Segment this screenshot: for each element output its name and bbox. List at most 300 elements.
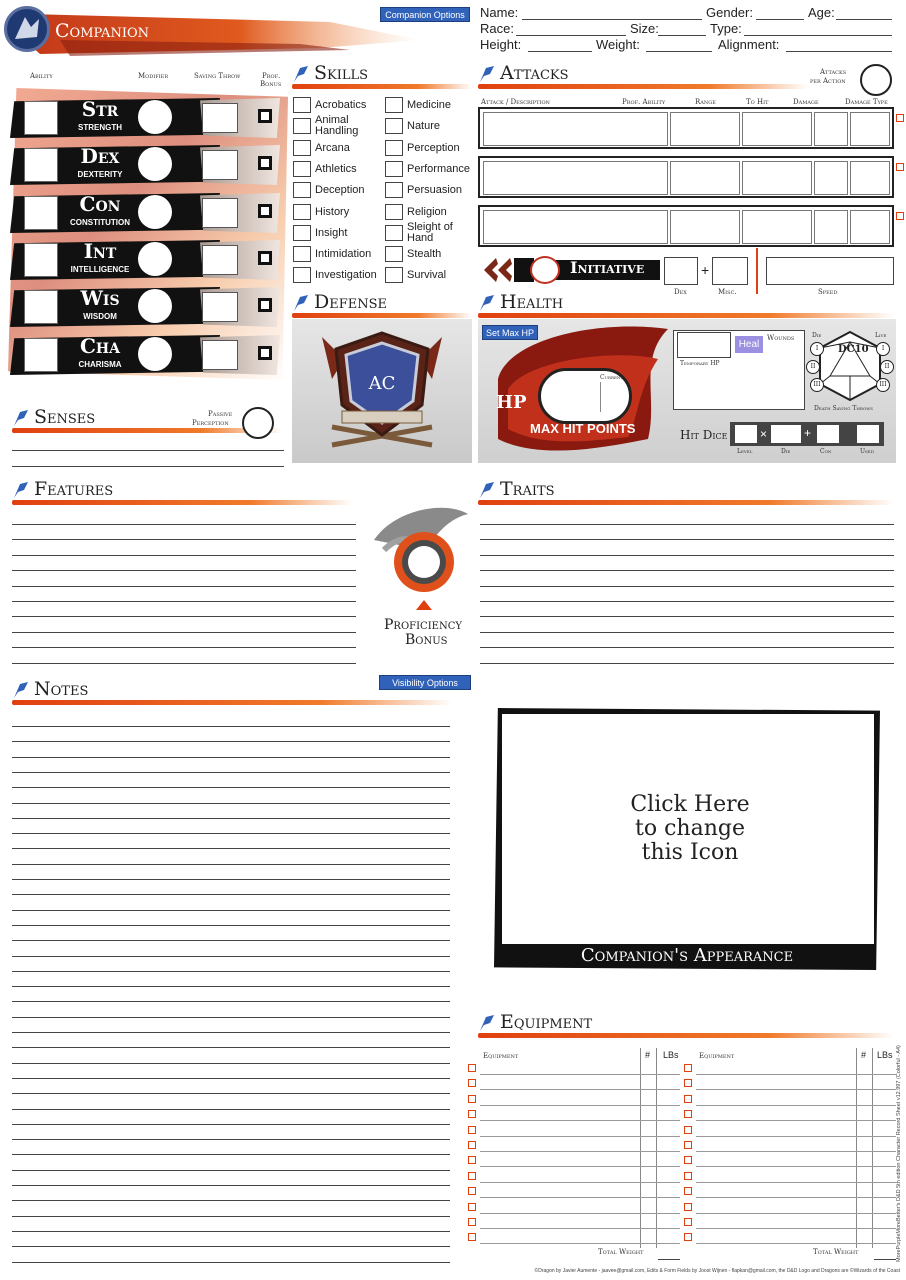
eq-total-right-field[interactable] <box>874 1259 896 1260</box>
death-success-1[interactable]: I <box>876 342 890 356</box>
notes-line[interactable] <box>12 1216 450 1217</box>
attacks-per-action-2: per Action <box>810 77 846 85</box>
equipment-left-checkbox-5[interactable] <box>468 1126 476 1134</box>
traits-lines <box>480 510 894 670</box>
eq-total-left-field[interactable] <box>658 1259 680 1260</box>
traits-line[interactable] <box>480 570 894 571</box>
appearance-click-3: this Icon <box>641 840 739 865</box>
skill-right-label-1: Medicine <box>407 99 452 111</box>
cha-modifier[interactable] <box>138 337 172 371</box>
max-hp-label: MAX HIT POINTS <box>530 421 636 436</box>
equipment-right-row-4[interactable] <box>696 1120 896 1121</box>
skill-right-label-4: Performance <box>407 162 470 175</box>
attack-2-checkbox[interactable] <box>896 163 904 171</box>
death-saves-label: Death Saving Throws <box>814 405 873 412</box>
equipment-right-checkbox-11[interactable] <box>684 1218 692 1226</box>
equipment-right-checkbox-3[interactable] <box>684 1095 692 1103</box>
equipment-header <box>478 1009 894 1037</box>
equipment-left-row-9[interactable] <box>480 1197 680 1198</box>
skill-left-label-4: Athletics <box>315 162 357 175</box>
str-prof-checkbox[interactable] <box>258 109 272 123</box>
equipment-left-row-6[interactable] <box>480 1151 680 1152</box>
weight-field[interactable] <box>646 51 712 52</box>
attack-row-2 <box>478 156 894 198</box>
notes-line[interactable] <box>12 818 450 819</box>
size-field[interactable] <box>658 35 706 36</box>
age-field[interactable] <box>836 19 892 20</box>
hd-level[interactable] <box>734 424 758 444</box>
senses-line-1[interactable] <box>12 450 284 451</box>
alignment-field[interactable] <box>786 51 892 52</box>
attack-damage[interactable] <box>850 210 890 244</box>
features-line[interactable] <box>12 616 356 617</box>
wis-prof-checkbox[interactable] <box>258 298 272 312</box>
skill-right-label-3: Perception <box>407 141 460 154</box>
equipment-left-checkbox-12[interactable] <box>468 1233 476 1241</box>
equipment-right-checkbox-10[interactable] <box>684 1203 692 1211</box>
death-fail-3[interactable]: III <box>810 378 824 392</box>
hd-die[interactable] <box>770 424 802 444</box>
skill-right-label-6: Religion <box>407 205 447 218</box>
int-score[interactable] <box>24 243 58 277</box>
race-label: Race: <box>480 21 514 36</box>
race-field[interactable] <box>516 35 626 36</box>
height-field[interactable] <box>528 51 592 52</box>
equipment-right-checkbox-4[interactable] <box>684 1110 692 1118</box>
notes-line[interactable] <box>12 910 450 911</box>
notes-line[interactable] <box>12 772 450 773</box>
skill-left-checkbox-7[interactable] <box>293 225 311 241</box>
attack-ability[interactable] <box>670 112 740 146</box>
wounds-label: Wounds <box>767 334 795 342</box>
appearance-click-1: Click Here <box>630 792 750 817</box>
notes-line[interactable] <box>12 1093 450 1094</box>
skill-left-checkbox-8[interactable] <box>293 246 311 262</box>
ac-label: AC <box>368 373 396 394</box>
features-line[interactable] <box>12 647 356 648</box>
death-success-2[interactable]: II <box>880 360 894 374</box>
traits-line[interactable] <box>480 663 894 664</box>
traits-line[interactable] <box>480 555 894 556</box>
atk-col-tohit: To Hit <box>746 98 769 106</box>
wounds-field[interactable] <box>737 356 801 406</box>
int-modifier[interactable] <box>138 242 172 276</box>
skill-left-label-1: Acrobatics <box>315 99 367 111</box>
notes-line[interactable] <box>12 864 450 865</box>
equipment-right-checkbox-1[interactable] <box>684 1064 692 1072</box>
notes-line[interactable] <box>12 1001 450 1002</box>
equipment-right-checkbox-6[interactable] <box>684 1141 692 1149</box>
equipment-left-list <box>466 1062 680 1248</box>
speed-label: Speed <box>818 288 838 296</box>
defense-panel <box>292 319 472 463</box>
attack-3-checkbox[interactable] <box>896 212 904 220</box>
notes-line[interactable] <box>12 986 450 987</box>
col-bonus: Bonus <box>260 80 282 88</box>
traits-line[interactable] <box>480 524 894 525</box>
type-label: Type: <box>710 21 742 36</box>
notes-line[interactable] <box>12 894 450 895</box>
ability-cha <box>10 333 280 377</box>
traits-line[interactable] <box>480 647 894 648</box>
initiative-banner <box>478 256 660 284</box>
skill-right-checkbox-6[interactable] <box>385 204 403 220</box>
traits-line[interactable] <box>480 601 894 602</box>
name-field[interactable] <box>522 19 702 20</box>
notes-line[interactable] <box>12 787 450 788</box>
dragon-logo <box>4 6 50 52</box>
passive-label-2: Perception <box>192 419 229 427</box>
ability-str <box>10 96 280 140</box>
skill-left-checkbox-2[interactable] <box>293 118 311 134</box>
str-save[interactable] <box>202 103 238 133</box>
proficiency-field[interactable] <box>410 548 438 576</box>
hd-used[interactable] <box>856 424 880 444</box>
notes-line[interactable] <box>12 1047 450 1048</box>
attack-range[interactable] <box>742 210 812 244</box>
skills-header <box>292 60 472 88</box>
current-label: Current <box>600 374 624 381</box>
equipment-right-row-1[interactable] <box>696 1074 896 1075</box>
equipment-right-checkbox-8[interactable] <box>684 1172 692 1180</box>
cha-save[interactable] <box>202 340 238 370</box>
health-title: Health <box>500 291 564 313</box>
feather-icon <box>12 408 30 428</box>
age-label: Age: <box>808 5 835 20</box>
equipment-left-row-11[interactable] <box>480 1228 680 1229</box>
traits-line[interactable] <box>480 616 894 617</box>
eq-col-equipment-right: Equipment <box>699 1052 735 1060</box>
attack-ability[interactable] <box>670 210 740 244</box>
notes-line[interactable] <box>12 879 450 880</box>
attack-damage[interactable] <box>850 112 890 146</box>
str-score[interactable] <box>24 101 58 135</box>
attack-row-3 <box>478 205 894 247</box>
skill-right-label-7: Sleight of Hand <box>407 220 453 244</box>
skill-right-checkbox-1[interactable] <box>385 97 403 113</box>
skill-left-checkbox-4[interactable] <box>293 161 311 177</box>
equipment-right-row-9[interactable] <box>696 1197 896 1198</box>
equipment-left-row-5[interactable] <box>480 1136 680 1137</box>
eq-col-equipment-left: Equipment <box>483 1052 519 1060</box>
heal-button[interactable]: Heal <box>735 336 763 353</box>
proficiency-emblem <box>364 500 474 620</box>
notes-line[interactable] <box>12 956 450 957</box>
death-fail-1[interactable]: I <box>810 342 824 356</box>
death-saves-panel <box>806 328 894 404</box>
notes-line[interactable] <box>12 833 450 834</box>
col-saving: Saving Throw <box>194 72 241 80</box>
equipment-right-checkbox-12[interactable] <box>684 1233 692 1241</box>
hd-die-label: Die <box>781 448 791 455</box>
gender-field[interactable] <box>756 19 804 20</box>
attack-desc[interactable] <box>483 161 668 195</box>
notes-line[interactable] <box>12 1170 450 1171</box>
ac-field[interactable] <box>362 395 402 411</box>
notes-line[interactable] <box>12 1231 450 1232</box>
initiative-misc[interactable] <box>712 257 748 285</box>
traits-line[interactable] <box>480 632 894 633</box>
hd-con[interactable] <box>816 424 840 444</box>
cha-score[interactable] <box>24 338 58 372</box>
equipment-right-row-5[interactable] <box>696 1136 896 1137</box>
equipment-left-checkbox-11[interactable] <box>468 1218 476 1226</box>
ability-con <box>10 191 280 235</box>
skill-left-checkbox-3[interactable] <box>293 140 311 156</box>
hd-used-label: Used <box>860 448 874 455</box>
skill-right-label-5: Persuasion <box>407 184 463 197</box>
alignment-label: Alignment: <box>718 37 780 52</box>
equipment-left-checkbox-1[interactable] <box>468 1064 476 1072</box>
str-modifier[interactable] <box>138 100 172 134</box>
ability-dex <box>10 143 280 187</box>
equipment-right-checkbox-2[interactable] <box>684 1079 692 1087</box>
notes-line[interactable] <box>12 1017 450 1018</box>
feather-icon <box>292 293 310 313</box>
side-credit: MorePurpleMoreBetter's D&D 5th edition Character Record Sheet v12.997 (Colorful - A4) <box>896 1045 902 1262</box>
attack-1-checkbox[interactable] <box>896 114 904 122</box>
equipment-right-row-12[interactable] <box>696 1243 896 1244</box>
companion-options-button[interactable]: Companion Options <box>380 7 470 22</box>
skill-right-label-8: Stealth <box>407 248 442 261</box>
notes-line[interactable] <box>12 1246 450 1247</box>
features-line[interactable] <box>12 663 356 664</box>
skill-right-label-9: Survival <box>407 269 447 282</box>
notes-line[interactable] <box>12 1139 450 1140</box>
features-line[interactable] <box>12 539 356 540</box>
footer-credit: ©Dragon by Javier Aumente - jaavee@gmail.com, Edits & Form Fields by Joost Wijnen - flapkan@gmail.com, the D&D Logo and Dragons are ©Wizards of the Coast <box>534 1268 900 1274</box>
visibility-options-button[interactable]: Visibility Options <box>379 675 471 690</box>
attack-damage[interactable] <box>850 161 890 195</box>
char-info <box>480 5 900 55</box>
dex-long-label: DEXTERITY <box>77 170 123 179</box>
notes-line[interactable] <box>12 1063 450 1064</box>
dex-modifier[interactable] <box>138 147 172 181</box>
skills-left-column <box>293 96 383 286</box>
equipment-left-row-8[interactable] <box>480 1182 680 1183</box>
notes-line[interactable] <box>12 971 450 972</box>
con-long-label: CONSTITUTION <box>70 218 130 227</box>
traits-line[interactable] <box>480 539 894 540</box>
equipment-left-checkbox-9[interactable] <box>468 1187 476 1195</box>
equipment-right-checkbox-5[interactable] <box>684 1126 692 1134</box>
equipment-left-checkbox-6[interactable] <box>468 1141 476 1149</box>
temp-hp-field[interactable] <box>677 332 731 358</box>
equipment-right-row-11[interactable] <box>696 1228 896 1229</box>
eq-col-qty-right: # <box>861 1050 867 1060</box>
skill-left-checkbox-1[interactable] <box>293 97 311 113</box>
health-header <box>478 289 894 317</box>
max-hp-field[interactable] <box>546 376 598 416</box>
passive-perception-field[interactable] <box>242 407 274 439</box>
skill-left-label-3: Arcana <box>315 141 350 154</box>
attack-range[interactable] <box>742 112 812 146</box>
passive-label-1: Passive <box>208 410 233 418</box>
equipment-right-row-2[interactable] <box>696 1089 896 1090</box>
features-line[interactable] <box>12 524 356 525</box>
eq-col-lbs-right: LBs <box>877 1050 893 1060</box>
skill-right-checkbox-7[interactable] <box>385 225 403 241</box>
temp-hp-label: Temporary HP <box>680 360 720 367</box>
notes-line[interactable] <box>12 726 450 727</box>
dex-save[interactable] <box>202 150 238 180</box>
equipment-left-checkbox-4[interactable] <box>468 1110 476 1118</box>
str-label: Str <box>81 97 119 121</box>
equipment-left-row-12[interactable] <box>480 1243 680 1244</box>
notes-line[interactable] <box>12 1200 450 1201</box>
skills-right-column <box>385 96 475 286</box>
dex-score[interactable] <box>24 148 58 182</box>
notes-line[interactable] <box>12 1032 450 1033</box>
skill-right-checkbox-2[interactable] <box>385 118 403 134</box>
initiative-divider <box>756 248 758 294</box>
wis-save[interactable] <box>202 292 238 322</box>
attack-ability[interactable] <box>670 161 740 195</box>
int-label: Int <box>83 239 117 263</box>
initiative-title: Initiative <box>570 258 645 277</box>
equipment-left-row-4[interactable] <box>480 1120 680 1121</box>
equipment-left-checkbox-7[interactable] <box>468 1156 476 1164</box>
eq-total-weight-right: Total Weight <box>813 1248 859 1256</box>
skill-left-label-2: Animal Handling <box>315 114 359 138</box>
skill-right-checkbox-4[interactable] <box>385 161 403 177</box>
notes-line[interactable] <box>12 741 450 742</box>
eq-total-weight-left: Total Weight <box>598 1248 644 1256</box>
atk-col-damage: Damage <box>793 98 819 106</box>
features-line[interactable] <box>12 632 356 633</box>
equipment-right-row-7[interactable] <box>696 1166 896 1167</box>
death-success-3[interactable]: III <box>876 378 890 392</box>
appearance-caption: Companion's Appearance <box>580 945 794 966</box>
current-hp-field[interactable] <box>602 382 628 412</box>
skill-right-checkbox-5[interactable] <box>385 182 403 198</box>
death-fail-2[interactable]: II <box>806 360 820 374</box>
notes-line[interactable] <box>12 1078 450 1079</box>
skill-left-checkbox-5[interactable] <box>293 182 311 198</box>
feather-icon <box>12 480 30 500</box>
dc-label: DC10 <box>838 344 869 355</box>
notes-line[interactable] <box>12 1185 450 1186</box>
attacks-title: Attacks <box>500 62 569 84</box>
skills-title: Skills <box>314 62 369 84</box>
notes-line[interactable] <box>12 925 450 926</box>
notes-line[interactable] <box>12 757 450 758</box>
cha-label: Cha <box>79 334 120 358</box>
notes-line[interactable] <box>12 940 450 941</box>
dex-label: Dex <box>674 288 687 296</box>
notes-line[interactable] <box>12 848 450 849</box>
attacks-per-action-field[interactable] <box>860 64 892 96</box>
skill-right-checkbox-3[interactable] <box>385 140 403 156</box>
defense-header <box>292 289 472 317</box>
traits-line[interactable] <box>480 586 894 587</box>
gender-label: Gender: <box>706 5 753 20</box>
features-line[interactable] <box>12 586 356 587</box>
traits-header <box>478 476 894 504</box>
equipment-left-checkbox-3[interactable] <box>468 1095 476 1103</box>
equipment-left-checkbox-8[interactable] <box>468 1172 476 1180</box>
equipment-right-row-10[interactable] <box>696 1213 896 1214</box>
page-title: Companion <box>55 20 149 42</box>
ability-int <box>10 238 280 282</box>
equipment-left-row-7[interactable] <box>480 1166 680 1167</box>
feather-icon <box>478 64 496 84</box>
con-score[interactable] <box>24 196 58 230</box>
eq-col-qty-left: # <box>645 1050 651 1060</box>
wis-long-label: WISDOM <box>83 312 117 321</box>
attack-desc[interactable] <box>483 210 668 244</box>
con-save[interactable] <box>202 198 238 228</box>
defense-title: Defense <box>314 291 388 313</box>
cha-prof-checkbox[interactable] <box>258 346 272 360</box>
skill-left-checkbox-9[interactable] <box>293 267 311 283</box>
attack-tohit[interactable] <box>814 210 848 244</box>
equipment-left-row-10[interactable] <box>480 1213 680 1214</box>
equipment-right-row-8[interactable] <box>696 1182 896 1183</box>
hd-con-label: Con <box>820 448 832 455</box>
skill-right-checkbox-8[interactable] <box>385 246 403 262</box>
equipment-left-row-1[interactable] <box>480 1074 680 1075</box>
notes-line[interactable] <box>12 1262 450 1263</box>
notes-line[interactable] <box>12 1109 450 1110</box>
attack-desc[interactable] <box>483 112 668 146</box>
con-modifier[interactable] <box>138 195 172 229</box>
notes-line[interactable] <box>12 1124 450 1125</box>
attack-range[interactable] <box>742 161 812 195</box>
misc-label: Misc. <box>718 288 737 296</box>
senses-line-2[interactable] <box>12 466 284 467</box>
int-prof-checkbox[interactable] <box>258 251 272 265</box>
hd-level-label: Level <box>737 448 753 455</box>
skill-left-label-5: Deception <box>315 184 365 197</box>
set-max-hp-button[interactable]: Set Max HP <box>482 325 538 340</box>
equipment-left-row-2[interactable] <box>480 1089 680 1090</box>
features-line[interactable] <box>12 555 356 556</box>
skill-left-checkbox-6[interactable] <box>293 204 311 220</box>
equipment-right-row-3[interactable] <box>696 1105 896 1106</box>
equipment-right-checkbox-7[interactable] <box>684 1156 692 1164</box>
equipment-left-checkbox-2[interactable] <box>468 1079 476 1087</box>
notes-line[interactable] <box>12 803 450 804</box>
proficiency-label-1: Proficiency <box>384 617 462 633</box>
initiative-field[interactable] <box>530 256 560 284</box>
dex-prof-checkbox[interactable] <box>258 156 272 170</box>
int-save[interactable] <box>202 245 238 275</box>
hp-label: HP <box>496 392 527 413</box>
equipment-left-row-3[interactable] <box>480 1105 680 1106</box>
features-line[interactable] <box>12 570 356 571</box>
features-line[interactable] <box>12 601 356 602</box>
wis-modifier[interactable] <box>138 289 172 323</box>
feather-icon <box>12 680 30 700</box>
equipment-left-checkbox-10[interactable] <box>468 1203 476 1211</box>
initiative-dex[interactable] <box>664 257 698 285</box>
equipment-right-checkbox-9[interactable] <box>684 1187 692 1195</box>
appearance-click-2: to change <box>635 816 745 841</box>
attack-tohit[interactable] <box>814 161 848 195</box>
con-prof-checkbox[interactable] <box>258 204 272 218</box>
notes-line[interactable] <box>12 1154 450 1155</box>
equipment-right-row-6[interactable] <box>696 1151 896 1152</box>
atk-col-type: Damage Type <box>845 98 888 106</box>
speed-field[interactable] <box>766 257 894 285</box>
attack-tohit[interactable] <box>814 112 848 146</box>
type-field[interactable] <box>744 35 892 36</box>
features-title: Features <box>34 478 114 500</box>
skill-right-checkbox-9[interactable] <box>385 267 403 283</box>
wis-score[interactable] <box>24 290 58 324</box>
notes-lines <box>12 712 450 1262</box>
